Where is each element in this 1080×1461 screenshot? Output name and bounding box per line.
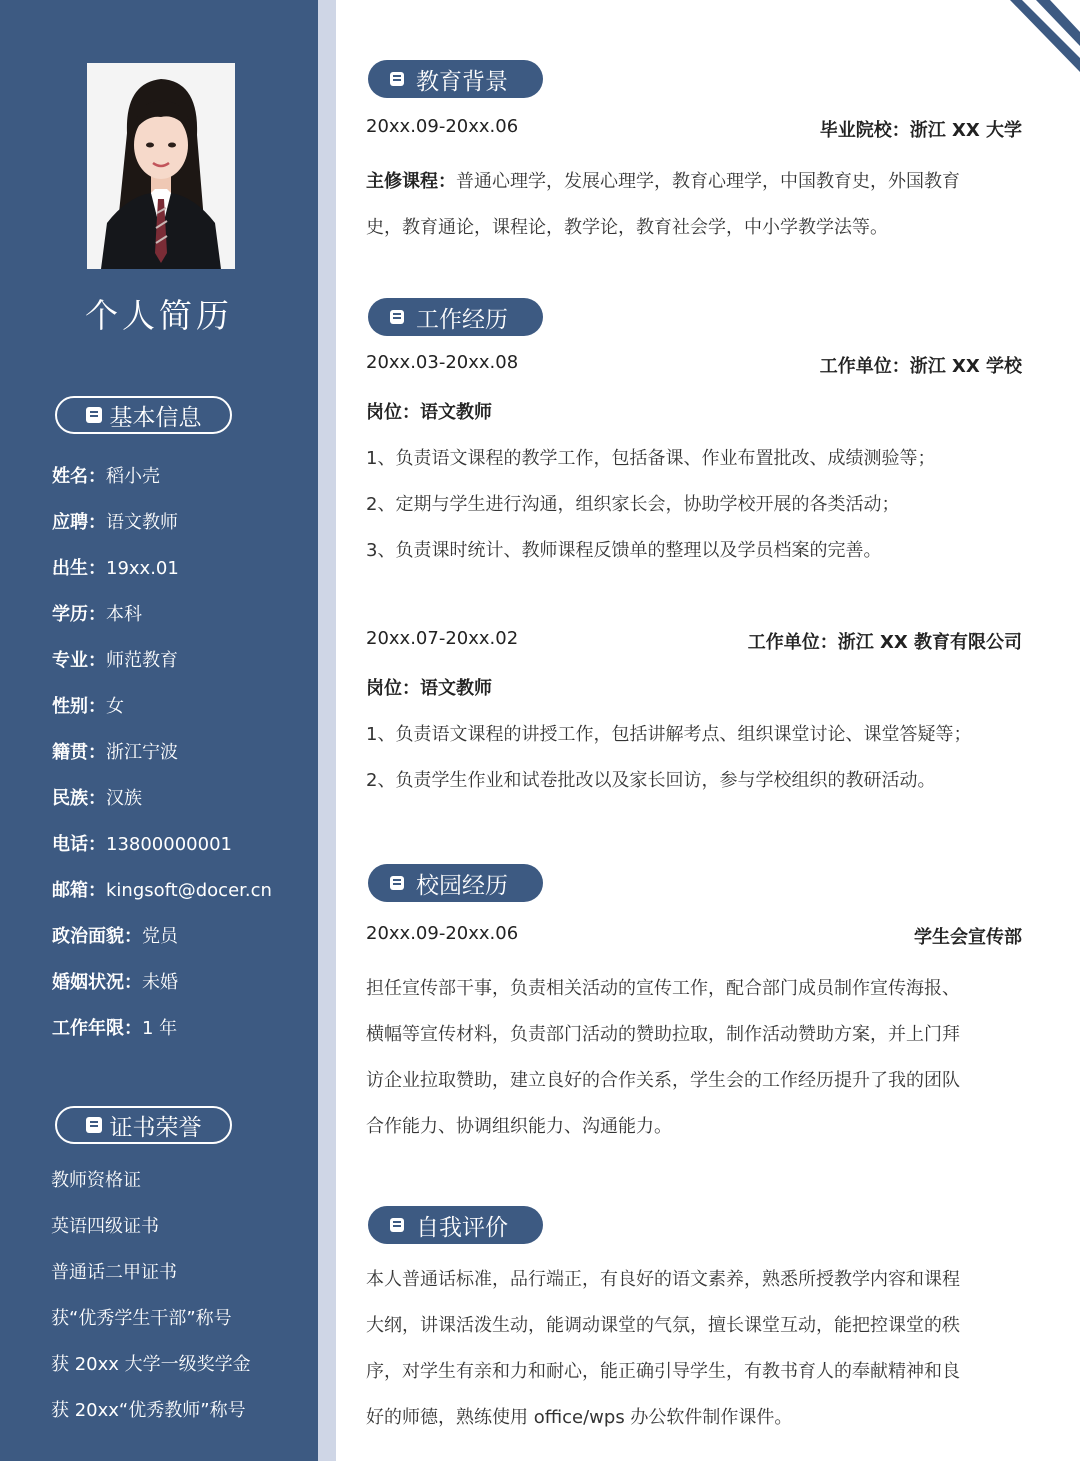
job-row <box>366 352 1022 378</box>
education-courses-line: 史，教育通论，课程论，教学论，教育社会学，中小学教学法等。 <box>366 217 888 238</box>
campus-line: 访企业拉取赞助，建立良好的合作关系，学生会的工作经历提升了我的团队 <box>366 1070 960 1091</box>
cert-item: 英语四级证书 <box>51 1216 159 1237</box>
portrait-image <box>87 63 235 269</box>
edit-icon <box>390 310 404 324</box>
info-row-name: 姓名：稻小壳 <box>52 466 160 487</box>
info-row-phone: 电话：13800000001 <box>52 834 232 855</box>
cert-item: 获 20xx“优秀教师”称号 <box>51 1400 246 1421</box>
certificate-icon <box>86 1117 102 1133</box>
info-row-marital: 婚姻状况：未婚 <box>52 972 178 993</box>
info-row-major: 专业：师范教育 <box>52 650 178 671</box>
campus-label: 校园经历 <box>416 872 508 899</box>
job-row <box>366 628 1022 654</box>
info-row-ethnicity: 民族：汉族 <box>52 788 142 809</box>
basic-info-label: 基本信息 <box>109 404 202 431</box>
job-duty: 2、定期与学生进行沟通，组织家长会，协助学校开展的各类活动； <box>366 494 900 515</box>
job-date: 20xx.07-20xx.02 <box>366 628 519 649</box>
education-courses-line: 主修课程：普通心理学，发展心理学，教育心理学，中国教育史，外国教育 <box>366 171 960 192</box>
job-company: 工作单位：浙江 XX 教育有限公司 <box>747 632 1022 653</box>
basic-info-heading <box>55 396 232 434</box>
work-label: 工作经历 <box>416 306 508 333</box>
sidebar-stripe <box>318 0 336 1461</box>
job-duty: 3、负责课时统计、教师课程反馈单的整理以及学员档案的完善。 <box>366 540 882 561</box>
info-row-position: 应聘：语文教师 <box>52 512 178 533</box>
campus-line: 横幅等宣传材料，负责部门活动的赞助拉取，制作活动赞助方案，并上门拜 <box>366 1024 960 1045</box>
cert-heading <box>55 1106 232 1144</box>
profile-photo <box>87 63 235 269</box>
self-line: 好的师德，熟练使用 office/wps 办公软件制作课件。 <box>366 1407 793 1428</box>
job-duty: 1、负责语文课程的教学工作，包括备课、作业布置批改、成绩测验等； <box>366 448 936 469</box>
cert-item: 获“优秀学生干部”称号 <box>51 1308 232 1329</box>
cert-label: 证书荣誉 <box>109 1114 202 1141</box>
job-company: 工作单位：浙江 XX 学校 <box>819 356 1022 377</box>
info-row-birth: 出生：19xx.01 <box>52 558 179 579</box>
education-date: 20xx.09-20xx.06 <box>366 116 519 137</box>
cert-item: 获 20xx 大学一级奖学金 <box>51 1354 251 1375</box>
info-row-degree: 学历：本科 <box>52 604 142 625</box>
info-row-experience: 工作年限：1 年 <box>52 1018 178 1039</box>
campus-line: 担任宣传部干事，负责相关活动的宣传工作，配合部门成员制作宣传海报、 <box>366 978 960 999</box>
info-row-email: 邮箱：kingsoft@docer.cn <box>52 880 272 901</box>
info-row-hometown: 籍贯：浙江宁波 <box>52 742 178 763</box>
info-row-politics: 政治面貌：党员 <box>52 926 178 947</box>
job-date: 20xx.03-20xx.08 <box>366 352 519 373</box>
cert-item: 普通话二甲证书 <box>51 1262 177 1283</box>
info-row-gender: 性别：女 <box>52 696 124 717</box>
work-heading <box>368 298 543 336</box>
education-school: 毕业院校：浙江 XX 大学 <box>819 120 1022 141</box>
basic-info-list <box>52 458 312 1056</box>
campus-org: 学生会宣传部 <box>914 927 1022 948</box>
self-heading <box>368 1206 543 1244</box>
job-position: 岗位：语文教师 <box>366 678 492 699</box>
layers-icon <box>390 876 404 890</box>
self-line: 大纲，讲课活泼生动，能调动课堂的气氛，擅长课堂互动，能把控课堂的秩 <box>366 1315 960 1336</box>
campus-row <box>366 923 1022 949</box>
cert-item: 教师资格证 <box>51 1170 141 1191</box>
campus-line: 合作能力、协调组织能力、沟通能力。 <box>366 1116 672 1137</box>
job-position: 岗位：语文教师 <box>366 402 492 423</box>
main-content <box>366 0 1026 1461</box>
self-line: 本人普通话标准，品行端正，有良好的语文素养，熟悉所授教学内容和课程 <box>366 1269 960 1290</box>
education-row <box>366 116 1022 142</box>
job-duty: 2、负责学生作业和试卷批改以及家长回访，参与学校组织的教研活动。 <box>366 770 936 791</box>
self-line: 序，对学生有亲和力和耐心，能正确引导学生，有教书育人的奉献精神和良 <box>366 1361 960 1382</box>
campus-date: 20xx.09-20xx.06 <box>366 923 519 944</box>
resume-title: 个人简历 <box>85 296 233 335</box>
sidebar <box>0 0 318 1461</box>
job-duty: 1、负责语文课程的讲授工作，包括讲解考点、组织课堂讨论、课堂答疑等； <box>366 724 972 745</box>
campus-heading <box>368 864 543 902</box>
book-icon <box>390 72 404 86</box>
self-label: 自我评价 <box>416 1214 508 1241</box>
cert-list <box>51 1163 313 1439</box>
id-card-icon <box>86 407 102 423</box>
education-label: 教育背景 <box>416 68 508 95</box>
education-heading <box>368 60 543 98</box>
comment-icon <box>390 1218 404 1232</box>
